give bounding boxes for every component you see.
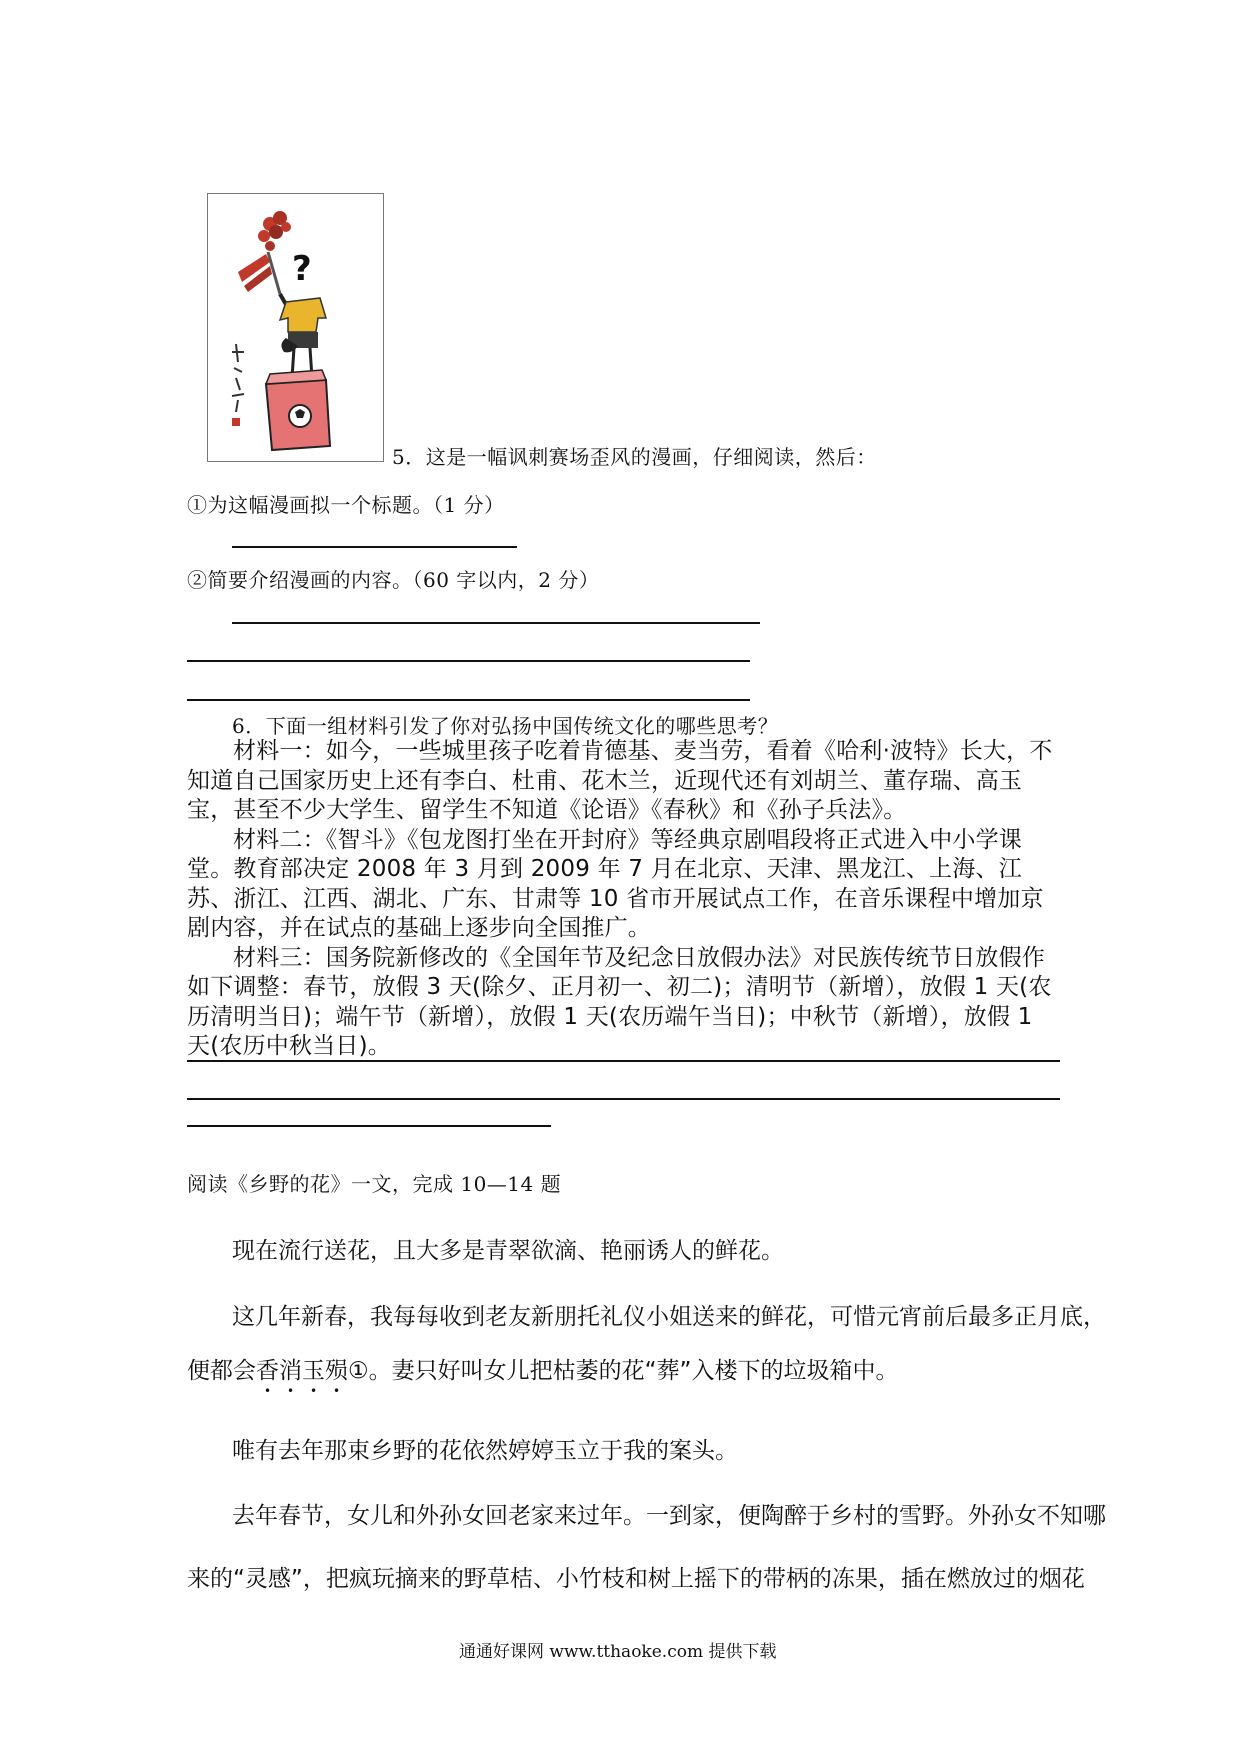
reading-intro: 阅读《乡野的花》一文，完成 10—14 题 <box>187 1172 562 1196</box>
text-segment: 便都会 <box>187 1358 256 1384</box>
text-segment: ①。妻只好叫女儿把枯萎的花“葬”入楼下的垃圾箱中。 <box>348 1358 899 1384</box>
question-5-part-1: ①为这幅漫画拟一个标题。（1 分） <box>187 493 505 517</box>
calligraphy-signature <box>232 344 244 412</box>
reading-paragraph-1: 现在流行送花，且大多是青翠欲滴、艳丽诱人的鲜花。 <box>232 1238 784 1264</box>
page-footer: 通通好课网 www.tthaoke.com 提供下载 <box>459 1642 777 1662</box>
reading-paragraph-4-line-1: 去年春节，女儿和外孙女回老家来过年。一到家，便陶醉于乡村的雪野。外孙女不知哪 <box>232 1503 1106 1529</box>
question-mark: ? <box>292 249 312 289</box>
material-3: 材料三：国务院新修改的《全国年节及纪念日放假办法》对民族传统节日放假作如下调整：春节，放假 3 天(除夕、正月初一、初二)；清明节（新增），放假 1 天(农历清明当日)；端午节（新增），放假 1 天(农历端午当日)；中秋节（新增），放假 1 天(农历中秋当日)。 <box>187 944 1052 1059</box>
answer-line-5-2c[interactable] <box>187 699 750 701</box>
answer-line-6c[interactable] <box>187 1125 551 1127</box>
reading-paragraph-2-line-2 <box>187 1352 898 1398</box>
dotted-phrase: 香消玉殒 <box>256 1358 348 1384</box>
question-5-part-2: ②简要介绍漫画的内容。（60 字以内，2 分） <box>187 568 600 592</box>
question-5-stem: 5．这是一幅讽刺赛场歪风的漫画，仔细阅读，然后： <box>392 445 877 469</box>
cartoon-drawing <box>208 194 383 461</box>
reading-paragraph-3: 唯有去年那束乡野的花依然婷婷玉立于我的案头。 <box>232 1438 738 1464</box>
answer-line-5-2b[interactable] <box>187 660 750 662</box>
red-seal <box>232 418 240 426</box>
cartoon-image <box>207 193 384 462</box>
yellow-shirt <box>280 298 326 332</box>
flower-bouquet <box>238 211 291 294</box>
question-6-stem: 6．下面一组材料引发了你对弘扬中国传统文化的哪些思考？ <box>232 714 779 738</box>
answer-line-6b[interactable] <box>187 1098 1060 1100</box>
question-6-materials <box>187 737 1063 1062</box>
reading-paragraph-2-line-1: 这几年新春，我每每收到老友新朋托礼仪小姐送来的鲜花，可惜元宵前后最多正月底， <box>232 1304 1106 1330</box>
answer-line-5-1[interactable] <box>232 546 517 548</box>
answer-line-6a[interactable] <box>187 1060 1060 1062</box>
material-2: 材料二：《智斗》《包龙图打坐在开封府》等经典京剧唱段将正式进入中小学课堂。教育部决定 2008 年 3 月到 2009 年 7 月在北京、天津、黑龙江、上海、江苏、浙江、江西、湖北、广东、甘肃等 10 省市开展试点工作，在音乐课程中增加京剧内容，并在试点的基础上逐步向全国推广。 <box>187 826 1044 941</box>
answer-line-5-2a[interactable] <box>232 622 760 624</box>
reading-paragraph-4-line-2: 来的“灵感”，把疯玩摘来的野草桔、小竹枝和树上摇下的带柄的冻果，插在燃放过的烟花 <box>187 1566 1085 1592</box>
material-1: 材料一：如今，一些城里孩子吃着肯德基、麦当劳，看着《哈利·波特》长大，不知道自己国家历史上还有李白、杜甫、花木兰，近现代还有刘胡兰、董存瑞、高玉宝，甚至不少大学生、留学生不知道《论语》《春秋》和《孙子兵法》。 <box>187 738 1053 823</box>
